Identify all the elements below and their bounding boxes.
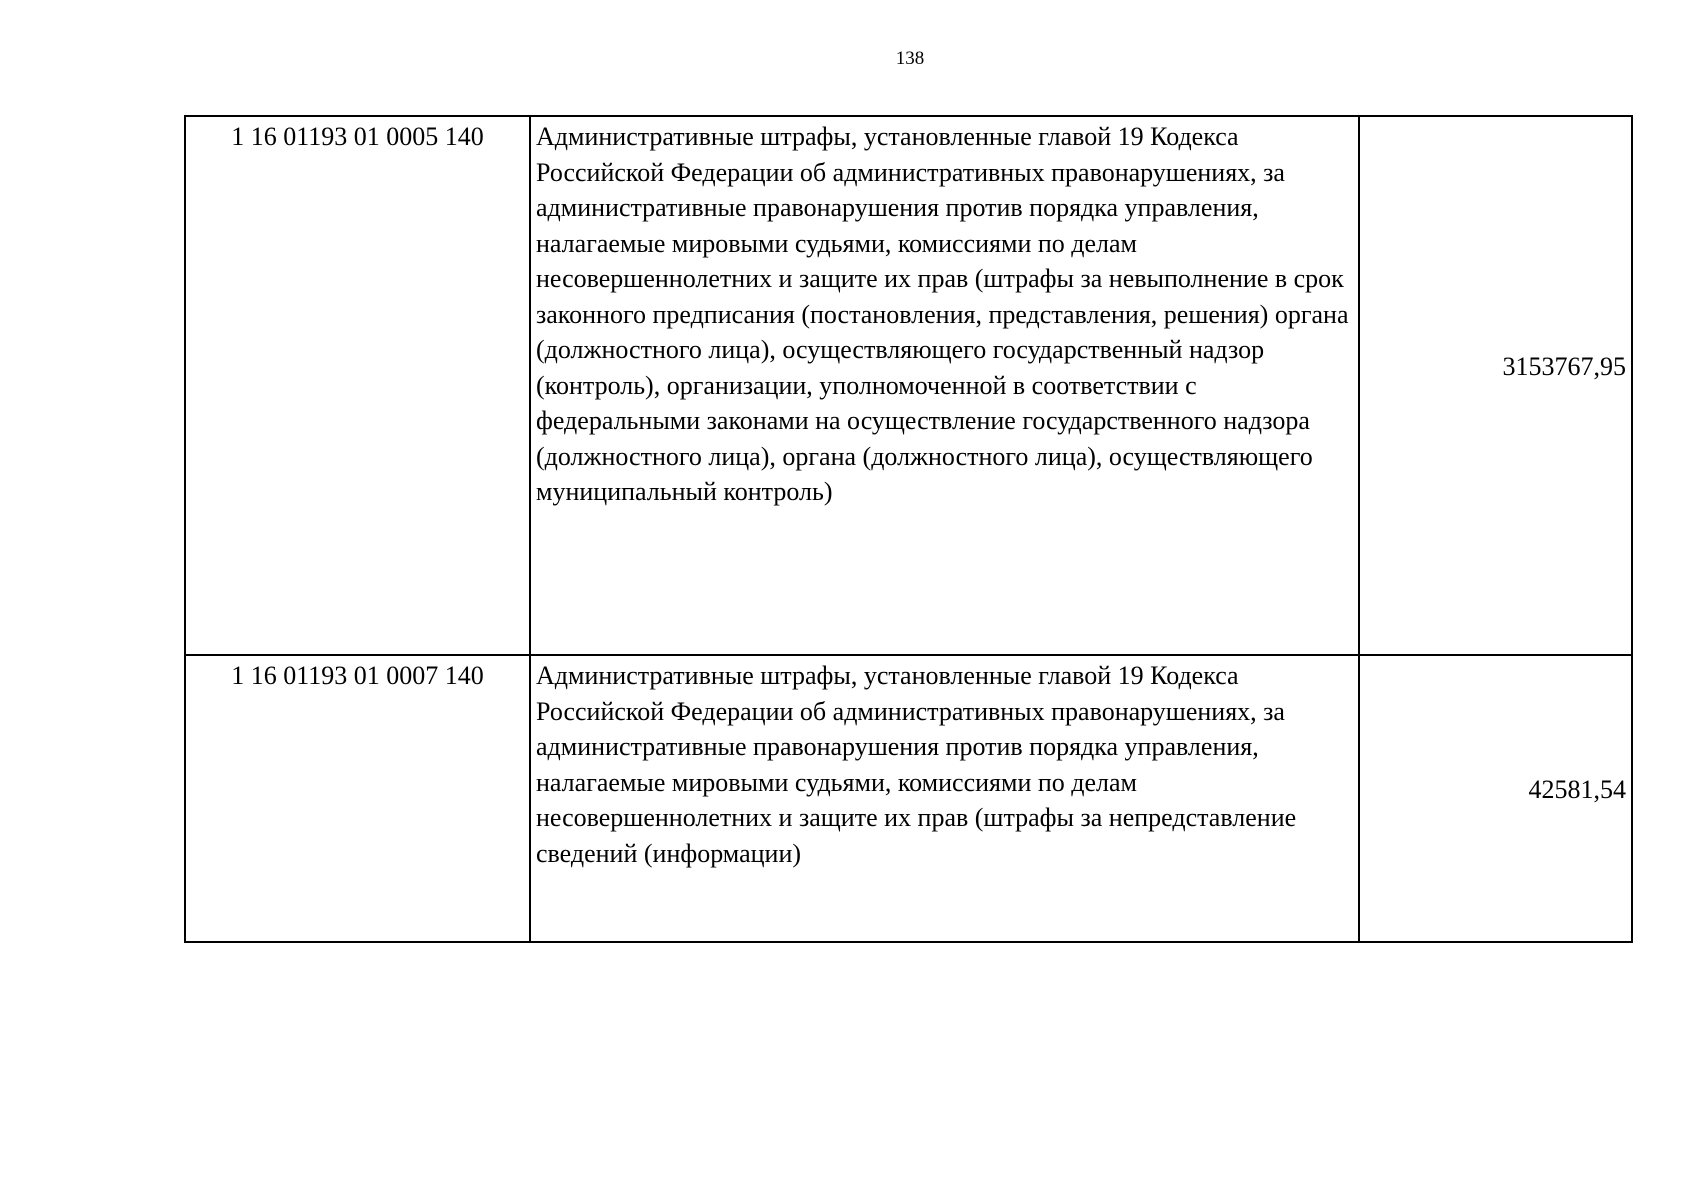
table-row [185,655,1632,942]
amount-cell: 3153767,95 [1359,116,1632,655]
budget-code-cell: 1 16 01193 01 0007 140 [185,655,530,942]
table-row [185,116,1632,655]
description-cell: Административные штрафы, установленные главой 19 Кодекса Российской Федерации об административных правонарушениях, за административные правонарушения против порядка управления, налагаемые мировыми судьями, комиссиями по делам несовершеннолетних и защите их прав (штрафы за непредставление сведений (информации) [530,655,1359,942]
description-cell: Административные штрафы, установленные главой 19 Кодекса Российской Федерации об административных правонарушениях, за административные правонарушения против порядка управления, налагаемые мировыми судьями, комиссиями по делам несовершеннолетних и защите их прав (штрафы за невыполнение в срок законного предписания (постановления, представления, решения) органа (должностного лица), осуществляющего государственный надзор (контроль), организации, уполномоченной в соответствии с федеральными законами на осуществление государственного надзора (должностного лица), органа (должностного лица), осуществляющего муниципальный контроль) [530,116,1359,655]
amount-cell: 42581,54 [1359,655,1632,942]
budget-code-cell: 1 16 01193 01 0005 140 [185,116,530,655]
budget-table [184,115,1633,943]
page-number: 138 [895,48,925,69]
